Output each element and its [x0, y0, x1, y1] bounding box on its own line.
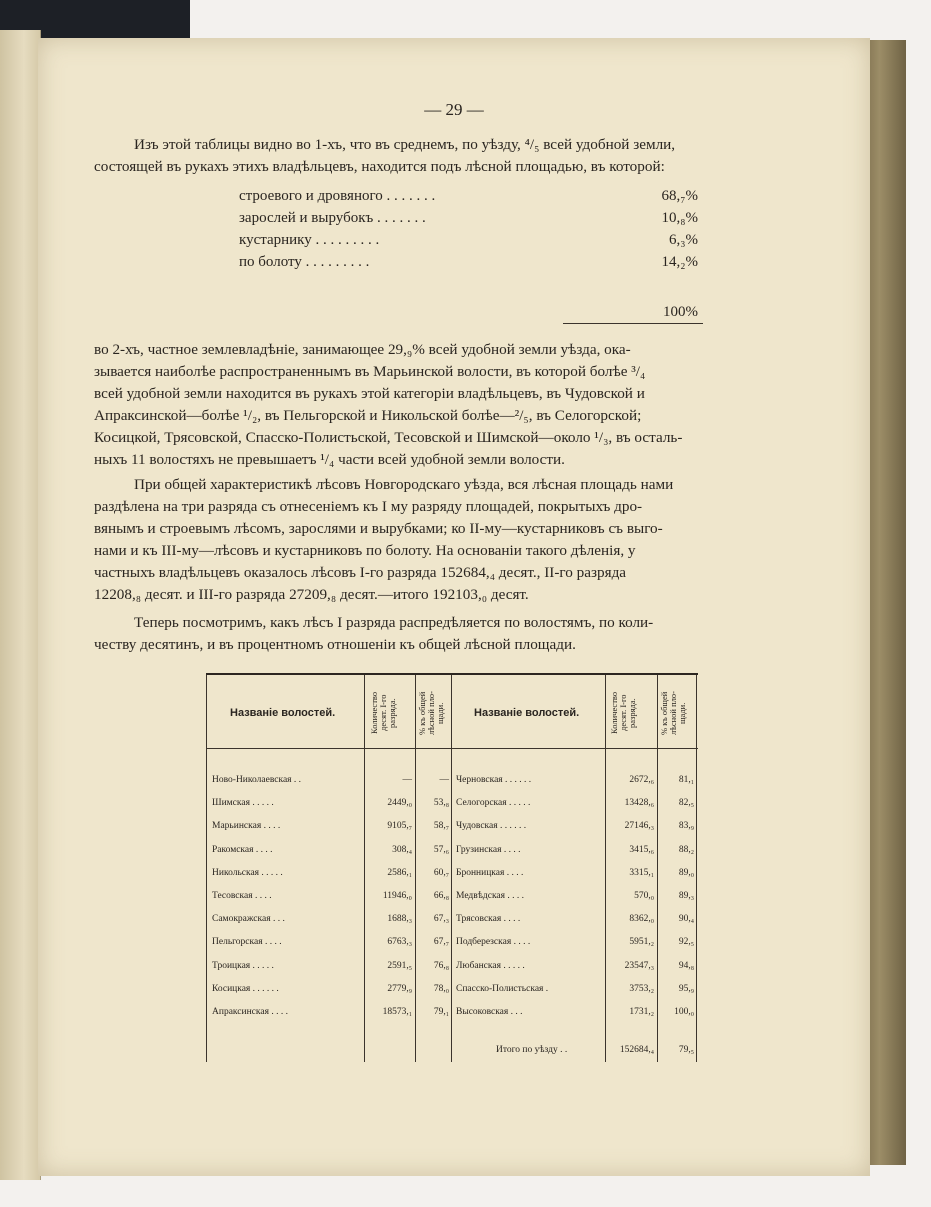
volost-name: Апраксинская . . . . [212, 1007, 288, 1017]
volost-pct: 89,₃ [678, 891, 694, 901]
volost-qty: 2672,₆ [629, 775, 654, 785]
volost-pct: 89,₀ [678, 868, 694, 878]
volost-qty: 3315,₁ [629, 868, 654, 878]
volost-pct: 78,₀ [433, 984, 449, 994]
volost-name: Марьинская . . . . [212, 821, 281, 831]
volost-name: Никольская . . . . . [212, 868, 283, 878]
stat-value: 6,₃% [669, 232, 698, 248]
volost-pct: 76,₈ [433, 961, 449, 971]
volost-pct: — [439, 775, 449, 785]
text-line: Изъ этой таблицы видно во 1-хъ, что въ среднемъ, по уѣзду, ⁴/₅ всей удобной земли, [134, 136, 676, 153]
volost-qty: 1688,₃ [387, 914, 412, 924]
volost-qty: 2449,₀ [387, 798, 412, 808]
page-number: — 29 — [424, 100, 484, 119]
volost-qty: 3753,₂ [629, 984, 654, 994]
volost-qty: — [402, 775, 412, 785]
volost-pct: 88,₂ [678, 845, 694, 855]
volost-qty: 27146,₃ [624, 821, 654, 831]
volost-name: Ракомская . . . . [212, 845, 273, 855]
total-label: Итого по уѣзду . . [496, 1045, 568, 1055]
header-qty-right: Количество десят. I-го разряда. [609, 691, 637, 735]
left-page-edge [0, 30, 41, 1180]
volost-pct: 83,₉ [678, 821, 694, 831]
volost-pct: 57,₆ [433, 845, 449, 855]
stat-label: по болоту . . . . . . . . . [239, 254, 370, 270]
table-header-rule [206, 748, 698, 749]
volost-qty: 6763,₃ [387, 937, 412, 947]
volost-name: Спасско-Полистьская . [456, 984, 549, 994]
volost-name: Грузинская . . . . [456, 845, 521, 855]
volost-pct: 79,₁ [433, 1007, 449, 1017]
volost-qty: 2779,₉ [387, 984, 412, 994]
stat-value: 10,₈% [661, 210, 698, 226]
header-name-right: Названіе волостей. [474, 707, 580, 719]
volost-pct: 94,₈ [678, 961, 694, 971]
table-col-divider [451, 675, 452, 1062]
text-line: Апраксинской—болѣе ¹/₂, въ Пельгорской и Никольской болѣе—²/₅, въ Селогорской; [94, 407, 642, 424]
volost-qty: 13428,₆ [624, 798, 654, 808]
stat-total: 100% [663, 304, 698, 320]
volost-qty: 11946,₀ [382, 891, 412, 901]
volost-pct: 92,₅ [678, 937, 694, 947]
volost-pct: 82,₅ [678, 798, 694, 808]
stat-label: кустарнику . . . . . . . . . [239, 232, 380, 248]
volost-qty: 18573,₁ [382, 1007, 412, 1017]
text-line: нами и къ III-му—лѣсовъ и кустарниковъ по болоту. На основаніи такого дѣленія, у [94, 542, 636, 559]
volost-qty: 23547,₃ [624, 961, 654, 971]
text-line: ныхъ 11 волостяхъ не превышаетъ ¹/₄ части всей удобной земли волости. [94, 451, 565, 468]
volost-pct: 81,₁ [678, 775, 694, 785]
paragraph-intro [94, 134, 834, 178]
volost-name: Пельгорская . . . . [212, 937, 282, 947]
volost-pct: 58,₇ [433, 821, 449, 831]
volost-name: Шимская . . . . . [212, 798, 274, 808]
volost-name: Ново-Николаевская . . [212, 775, 302, 785]
volost-pct: 90,₄ [678, 914, 694, 924]
paragraph-classification [94, 474, 834, 606]
volost-pct: 53,₈ [433, 798, 449, 808]
volost-pct: 66,₈ [433, 891, 449, 901]
volost-name: Селогорская . . . . . [456, 798, 531, 808]
volost-pct: 67,₇ [433, 937, 449, 947]
total-qty: 152684,₄ [619, 1045, 654, 1055]
volost-name: Медвѣдская . . . . [456, 891, 524, 901]
stat-value: 14,₂% [661, 254, 698, 270]
text-line: При общей характеристикѣ лѣсовъ Новгородскаго уѣзда, вся лѣсная площадь нами [134, 476, 674, 493]
volost-name: Трясовская . . . . [456, 914, 521, 924]
forest-table [206, 673, 698, 1062]
text-line: честву десятинъ, и въ процентномъ отношеніи къ общей лѣсной площади. [94, 636, 576, 653]
volost-qty: 2591,₅ [387, 961, 412, 971]
volost-pct: 100,₀ [674, 1007, 694, 1017]
text-line: раздѣлена на три разряда съ отнесеніемъ къ I му разряду площадей, покрытыхъ дро- [94, 498, 643, 515]
volost-name: Троицкая . . . . . [212, 961, 274, 971]
volost-qty: 308,₄ [392, 845, 412, 855]
sum-rule [563, 323, 703, 324]
stat-label: строевого и дровяного . . . . . . . [239, 188, 436, 204]
volost-qty: 8362,₀ [629, 914, 654, 924]
volost-qty: 1731,₂ [629, 1007, 654, 1017]
volost-qty: 3415,₆ [629, 845, 654, 855]
header-pct-right: % къ общей лѣсной пло- щади. [659, 691, 687, 735]
paragraph-ownership [94, 339, 834, 471]
text-line: состоящей въ рукахъ этихъ владѣльцевъ, находится подъ лѣсной площадью, въ которой: [94, 158, 665, 175]
text-line: зывается наиболѣе распространеннымъ въ Марьинской волости, въ которой болѣе ³/₄ [94, 363, 646, 380]
volost-qty: 9105,₇ [387, 821, 412, 831]
book-page [38, 38, 870, 1176]
total-pct: 79,₅ [678, 1045, 694, 1055]
text-line: Теперь посмотримъ, какъ лѣсъ I разряда распредѣляется по волостямъ, по коли- [134, 614, 654, 631]
volost-name: Бронницкая . . . . [456, 868, 524, 878]
header-qty-left: Количество десят. I-го разряда. [369, 691, 397, 735]
volost-qty: 2586,₁ [387, 868, 412, 878]
volost-name: Самокражская . . . [212, 914, 285, 924]
table-col-divider [364, 675, 365, 1062]
text-line: вянымъ и строевымъ лѣсомъ, зарослями и вырубками; ко II-му—кустарниковъ съ выго- [94, 520, 663, 537]
table-border-right [696, 675, 697, 1062]
stat-value: 68,₇% [661, 188, 698, 204]
volost-name: Подберезская . . . . [456, 937, 531, 947]
volost-qty: 5951,₂ [629, 937, 654, 947]
volost-name: Высоковская . . . [456, 1007, 523, 1017]
text-line: частныхъ владѣльцевъ оказалось лѣсовъ I-го разряда 152684,₄ десят., II-го разряда [94, 564, 627, 581]
header-name-left: Названіе волостей. [230, 707, 336, 719]
text-line: Косицкой, Трясовской, Спасско-Полистьской, Тесовской и Шимской—около ¹/₃, въ осталь- [94, 429, 683, 446]
text-line: всей удобной земли находится въ рукахъ этой категоріи владѣльцевъ, въ Чудовской и [94, 385, 645, 402]
volost-pct: 95,₉ [678, 984, 694, 994]
text-line: 12208,₈ десят. и III-го разряда 27209,₈ десят.—итого 192103,₀ десят. [94, 586, 529, 603]
paragraph-table-intro [94, 612, 834, 656]
header-pct-left: % къ общей лѣсной пло- щади. [417, 691, 445, 735]
volost-name: Черновская . . . . . . [456, 775, 532, 785]
volost-pct: 67,₃ [433, 914, 449, 924]
volost-name: Любанская . . . . . [456, 961, 525, 971]
volost-name: Тесовская . . . . [212, 891, 272, 901]
volost-name: Косицкая . . . . . . [212, 984, 279, 994]
text-line: во 2-хъ, частное землевладѣніе, занимающее 29,₉% всей удобной земли уѣзда, ока- [94, 341, 631, 358]
volost-name: Чудовская . . . . . . [456, 821, 527, 831]
volost-pct: 60,₇ [433, 868, 449, 878]
stat-label: зарослей и вырубокъ . . . . . . . [239, 210, 426, 226]
volost-qty: 570,₀ [634, 891, 654, 901]
table-border-left [206, 675, 207, 1062]
